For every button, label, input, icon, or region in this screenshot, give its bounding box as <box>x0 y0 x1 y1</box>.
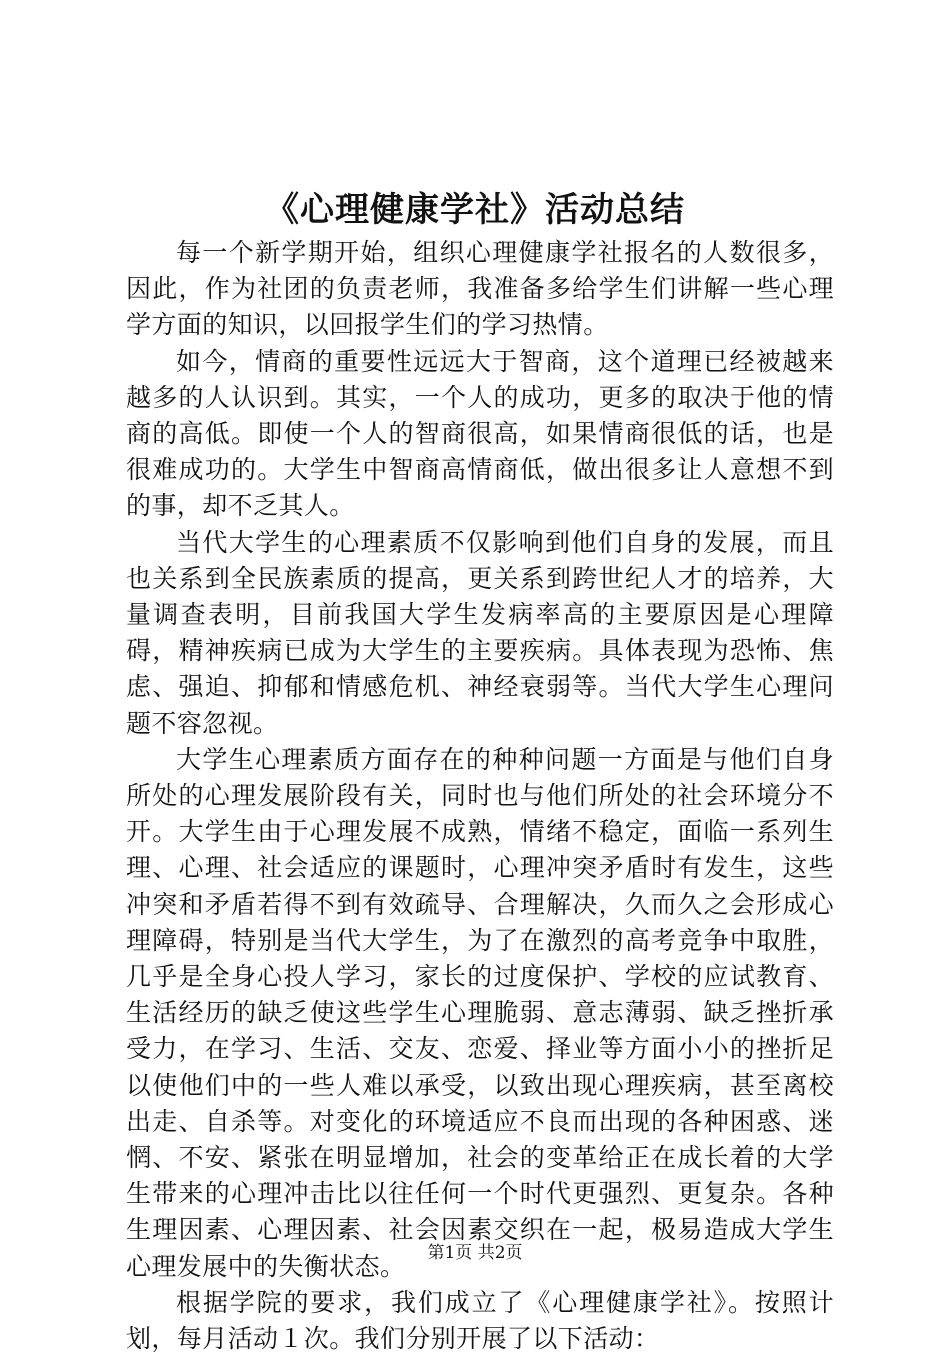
paragraph-5: 根据学院的要求，我们成立了《心理健康学社》。按照计划，每月活动１次。我们分别开展了以下活动： <box>126 1287 834 1354</box>
document-body <box>126 235 834 1357</box>
document-title: 《心理健康学社》活动总结 <box>265 190 685 230</box>
paragraph-3: 当代大学生的心理素质不仅影响到他们自身的发展，而且也关系到全民族素质的提高，更关系到跨世纪人才的培养，大量调查表明，目前我国大学生发病率高的主要原因是心理障碍，精神疾病已成为大学生的主要疾病。具体表现为恐怖、焦虑、强迫、抑郁和情感危机、神经衰弱等。当代大学生心理问题不容忽视。 <box>126 527 834 738</box>
paragraph-2: 如今，情商的重要性远远大于智商，这个道理已经被越来越多的人认识到。其实，一个人的成功，更多的取决于他的情商的高低。即使一个人的智商很高，如果情商很低的话，也是很难成功的。大学生中智商高情商低，做出很多让人意想不到的事，却不乏其人。 <box>126 346 834 521</box>
page-number-footer: 第1页 共2页 <box>427 1243 523 1263</box>
paragraph-4: 大学生心理素质方面存在的种种问题一方面是与他们自身所处的心理发展阶段有关，同时也与他们所处的社会环境分不开。大学生由于心理发展不成熟，情绪不稳定，面临一系列生理、心理、社会适应的课题时，心理冲突矛盾时有发生，这些冲突和矛盾若得不到有效疏导、合理解决，久而久之会形成心理障碍，特别是当代大学生，为了在激烈的高考竞争中取胜，几乎是全身心投人学习，家长的过度保护、学校的应试教育、生活经历的缺乏使这些学生心理脆弱、意志薄弱、缺乏挫折承受力，在学习、生活、交友、恋爱、择业等方面小小的挫折足以使他们中的一些人难以承受，以致出现心理疾病，甚至离校出走、自杀等。对变化的环境适应不良而出现的各种困惑、迷惘、不安、紧张在明显增加，社会的变革给正在成长着的大学生带来的心理冲击比以往任何一个时代更强烈、更复杂。各种生理因素、心理因素、社会因素交织在一起，极易造成大学生心理发展中的失衡状态。 <box>126 744 834 1281</box>
paragraph-1: 每一个新学期开始，组织心理健康学社报名的人数很多，因此，作为社团的负责老师，我准备多给学生们讲解一些心理学方面的知识，以回报学生们的学习热情。 <box>126 238 834 340</box>
